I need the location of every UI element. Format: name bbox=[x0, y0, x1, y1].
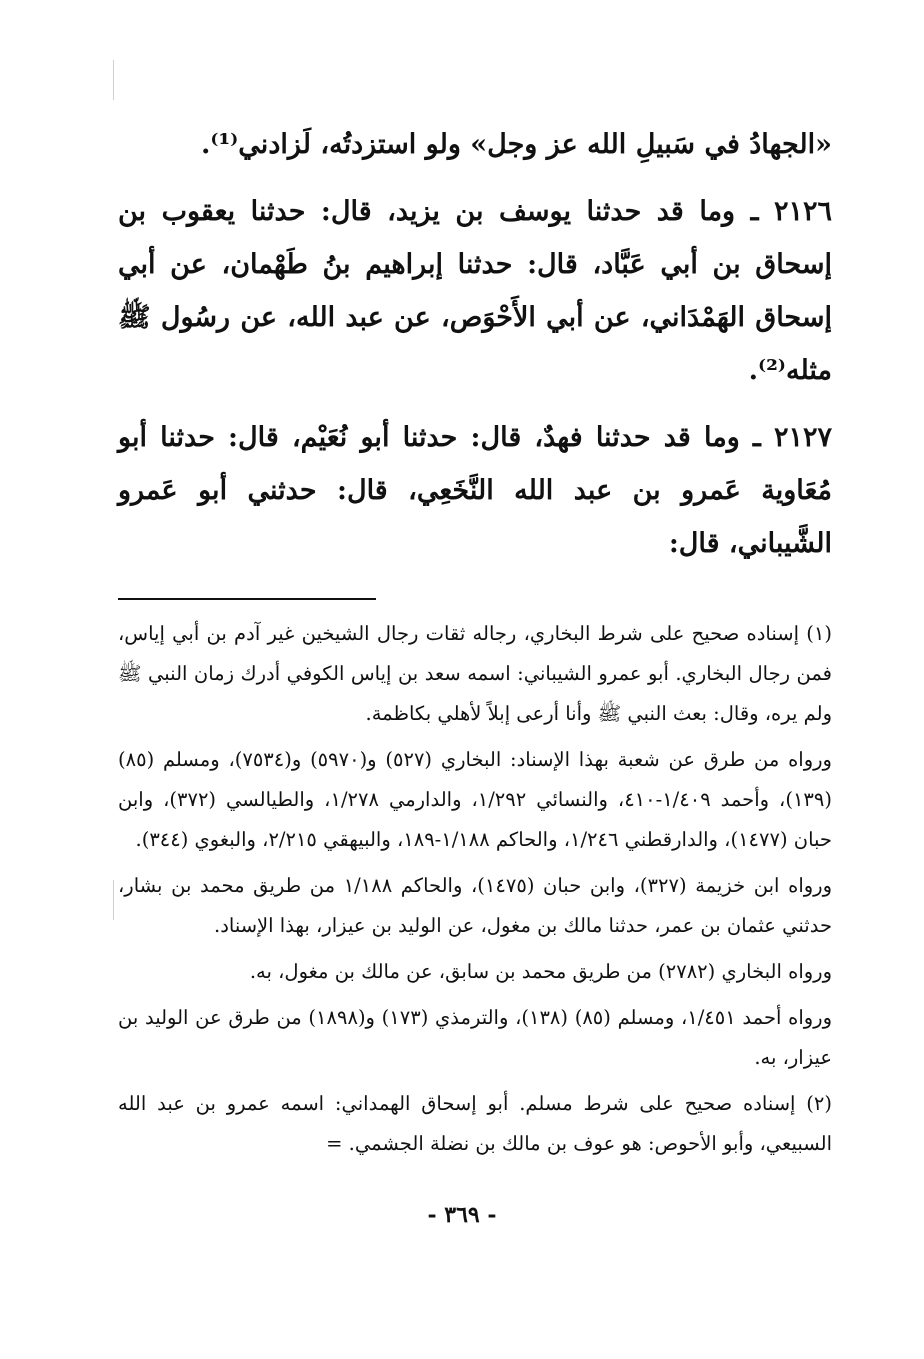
main-paragraph-1: «الجهادُ في سَبيلِ الله عز وجل» ولو استزدتُه، لَزادني⁽¹⁾. bbox=[200, 129, 832, 160]
footnote-1-bukhari: ورواه البخاري (٢٧٨٢) من طريق محمد بن سابق، عن مالك بن مغول، به. bbox=[249, 960, 832, 983]
page bbox=[118, 118, 832, 1258]
scan-margin-line-bottom bbox=[113, 880, 114, 920]
hadith-2126: ٢١٢٦ ـ وما قد حدثنا يوسف بن يزيد، قال: حدثنا يعقوب بن إسحاق بن أبي عَبَّاد، قال: حدثنا إبراهيم بنُ طَهْمان، عن أبي إسحاق الهَمْدَاني، عن أبي الأَحْوَص، عن عبد الله، عن رسُول ﷺ مثله⁽²⁾. bbox=[118, 196, 832, 386]
page-number: - ٣٦٩ - bbox=[427, 1202, 497, 1228]
footnote-1-ahmad: ورواه أحمد ١/٤٥١، ومسلم (٨٥) (١٣٨)، والترمذي (١٧٣) و(١٨٩٨) من طرق عن الوليد بن عيزار، به. bbox=[118, 1006, 832, 1069]
footnote-separator bbox=[118, 598, 376, 600]
footnote-2: (٢) إسناده صحيح على شرط مسلم. أبو إسحاق الهمداني: اسمه عمرو بن عبد الله السبيعي، وأبو الأحوص: هو عوف بن مالك بن نضلة الجشمي. = bbox=[118, 1092, 832, 1155]
footnote-separator-wrap bbox=[118, 598, 832, 600]
footnote-1-sources: ورواه من طرق عن شعبة بهذا الإسناد: البخاري (٥٢٧) و(٥٩٧٠) و(٧٥٣٤)، ومسلم (٨٥) (١٣٩)، وأحمد ١/٤٠٩-٤١٠، والنسائي ١/٢٩٢، والدارمي ١/٢٧٨، والطيالسي (٣٧٢)، وابن حبان (١٤٧٧)، والدارقطني ١/٢٤٦، والحاكم ١/١٨٨-١٨٩، والبيهقي ٢/٢١٥، والبغوي (٣٤٤). bbox=[118, 748, 832, 851]
hadith-2127: ٢١٢٧ ـ وما قد حدثنا فهدٌ، قال: حدثنا أبو نُعَيْم، قال: حدثنا أبو مُعَاوية عَمرو بن عبد الله النَّخَعِي، قال: حدثني أبو عَمرو الشَّيباني، قال: bbox=[118, 422, 832, 559]
footnotes bbox=[118, 614, 832, 1164]
footnote-1: (١) إسناده صحيح على شرط البخاري، رجاله ثقات رجال الشيخين غير آدم بن أبي إياس، فمن رجال البخاري. أبو عمرو الشيباني: اسمه سعد بن إياس الكوفي أدرك زمان النبي ﷺ ولم يره، وقال: بعث النبي ﷺ وأنا أرعى إبلاً لأهلي بكاظمة. bbox=[118, 622, 832, 725]
scan-margin-line-top bbox=[113, 60, 114, 100]
main-text bbox=[118, 118, 832, 570]
footnote-1-ibn-khuzayma: ورواه ابن خزيمة (٣٢٧)، وابن حبان (١٤٧٥)، والحاكم ١/١٨٨ من طريق محمد بن بشار، حدثني عثمان بن عمر، حدثنا مالك بن مغول، عن الوليد بن عيزار، بهذا الإسناد. bbox=[118, 874, 832, 937]
